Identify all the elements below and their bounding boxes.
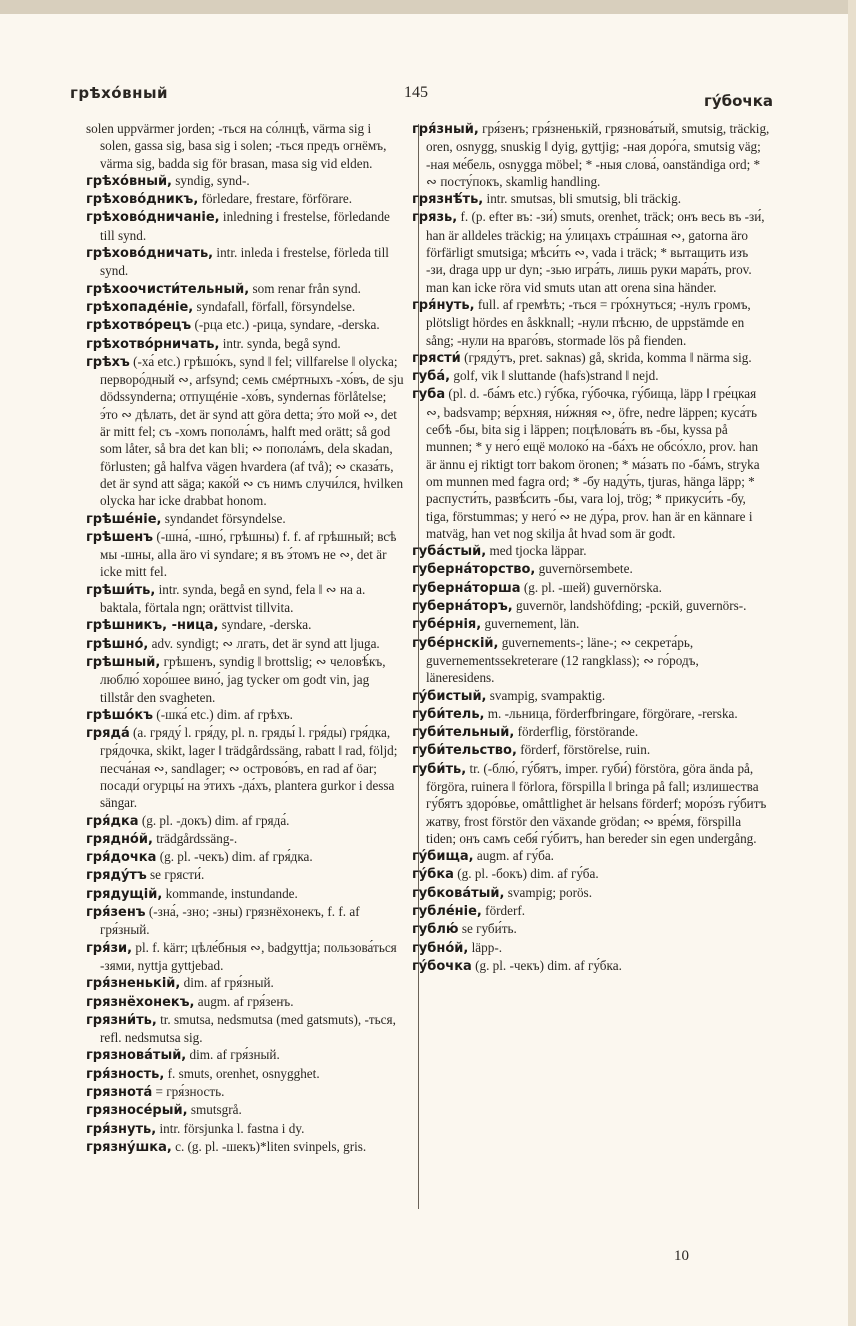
entry-definition: förledare, frestare, förförare. bbox=[201, 191, 353, 207]
dictionary-entry bbox=[86, 280, 404, 298]
entry-definition: (g. pl. -бокъ) dim. af гу́ба. bbox=[457, 866, 599, 882]
entry-definition: se грясти́. bbox=[150, 867, 205, 883]
headword: гря́зность, bbox=[86, 1066, 165, 1082]
dictionary-entry bbox=[86, 939, 404, 975]
headword: гря́знуть, bbox=[86, 1121, 157, 1137]
headword: грѣшенъ bbox=[86, 529, 154, 545]
headword: гряда́ bbox=[86, 726, 130, 742]
entry-definition: med tjocka läppar. bbox=[489, 543, 587, 559]
headword: грѣхотво́рничать, bbox=[86, 336, 220, 352]
running-head-left: грѣхо́вный bbox=[70, 84, 169, 102]
dictionary-entry bbox=[412, 884, 770, 902]
dictionary-entry bbox=[412, 723, 770, 741]
dictionary-entry bbox=[412, 760, 770, 847]
dictionary-entry bbox=[86, 724, 404, 811]
running-head-right: гу́бочка bbox=[704, 92, 773, 110]
entry-definition: гря́зенъ; гря́зненькій, грязнова́тый, smutsig, träckig, oren, osnygg, snuskig ‖ dyig, gyttjig; -ная доро́га, smutsig väg; -ная ме́бель, osnygga möbel; * -ныя слова́, oanständiga ord; * ∾ посту́покъ, skamlig handling. bbox=[426, 121, 770, 189]
entry-definition: tr. smutsa, nedsmutsa (med gatsmuts), -ться, refl. nedsmutsa sig. bbox=[100, 1011, 396, 1046]
dictionary-entry bbox=[86, 706, 404, 724]
dictionary-entry bbox=[86, 581, 404, 617]
headword: губле́ніе, bbox=[412, 904, 482, 920]
entry-definition: = гря́зность. bbox=[155, 1084, 225, 1100]
headword: гря́дка bbox=[86, 813, 139, 829]
headword: грязнова́тый, bbox=[86, 1048, 187, 1064]
entry-definition: intr. försjunka l. fastna i dy. bbox=[159, 1120, 305, 1136]
headword: грѣшный, bbox=[86, 654, 161, 670]
dictionary-entry bbox=[86, 885, 404, 903]
dictionary-entry bbox=[412, 579, 770, 597]
dictionary-entry bbox=[412, 597, 770, 615]
headword: грѣхово́дничаніе, bbox=[86, 210, 220, 226]
entry-definition: intr. synda, begå en synd, fela ‖ ∾ на а. baktala, förtala ngn; orättvist tillvita. bbox=[100, 581, 366, 616]
headword: грѣхо́вный, bbox=[86, 173, 172, 189]
headword: грѣши́ть, bbox=[86, 582, 156, 598]
entry-definition: (-шна́, -шно́, грѣшны) f. f. af грѣшный; всѣ мы -шны, alla äro vi syndare; я въ э́томъ не ∾, det är icke mitt fel. bbox=[100, 528, 397, 580]
dictionary-entry bbox=[86, 335, 404, 353]
dictionary-entry bbox=[412, 542, 770, 560]
headword: губерна́торъ, bbox=[412, 599, 513, 615]
entry-definition: läpp-. bbox=[471, 939, 503, 955]
headword: грязносе́рый, bbox=[86, 1103, 188, 1119]
headword: гу́бочка bbox=[412, 958, 472, 974]
headword: гряду́тъ bbox=[86, 868, 147, 884]
dictionary-entry bbox=[412, 920, 770, 938]
headword: губа́стый, bbox=[412, 544, 487, 560]
dictionary-entry bbox=[86, 316, 404, 334]
dictionary-entry bbox=[412, 705, 770, 723]
headword: гря́дочка bbox=[86, 850, 157, 866]
entry-definition: guvernement, län. bbox=[484, 616, 580, 632]
dictionary-entry bbox=[412, 349, 770, 367]
dictionary-entry bbox=[86, 510, 404, 528]
dictionary-entry bbox=[86, 244, 404, 280]
entry-definition: se губи́ть. bbox=[461, 921, 517, 937]
dictionary-entry bbox=[86, 635, 404, 653]
entry-definition: intr. smutsas, bli smutsig, bli träckig. bbox=[486, 191, 682, 207]
entry-definition: f. (p. efter въ: -зи́) smuts, orenhet, träck; онъ весь въ -зи́, han är alldeles träckig; на у́лицахъ стра́шная ∾, gatorna äro förfärligt smutsiga; мѣси́ть ∾, vada i träck; * вытащить изъ -зи, draga upp ur dyn; -зью игра́ть, лишь руки мара́ть, prov. man kan icke röra vid smuts utan att orena sina händer. bbox=[426, 209, 765, 295]
right-column bbox=[412, 120, 770, 975]
dictionary-entry bbox=[86, 866, 404, 884]
headword: гря́зный, bbox=[412, 122, 479, 137]
dictionary-entry bbox=[412, 385, 770, 542]
entry-definition: dim. af гря́зный. bbox=[189, 1047, 280, 1063]
dictionary-entry bbox=[412, 957, 770, 975]
dictionary-entry bbox=[86, 830, 404, 848]
entry-definition: f. smuts, orenhet, osnygghet. bbox=[167, 1065, 320, 1081]
entry-definition: svampig; porös. bbox=[507, 884, 592, 900]
dictionary-entry bbox=[86, 120, 404, 172]
headword: губерна́торство, bbox=[412, 562, 536, 578]
entry-definition: tr. (-блю́, гу́бятъ, imper. губи́) förstöra, göra ända på, förgöra, ruinera ‖ förlora, förspilla ‖ bringa på fall; излишества гу́бятъ здоро́вье, omåttlighet är helsans förderf; моро́зъ гу́битъ жатву, frost förstör den växande grödan; ∾ вре́мя, förspilla tiden; онъ самъ себя́ гу́битъ, han bereder sin egen undergång. bbox=[426, 760, 767, 846]
entry-definition: syndare, -derska. bbox=[221, 617, 312, 633]
entry-definition: (g. pl. -докъ) dim. af гряда́. bbox=[141, 812, 290, 828]
dictionary-entry bbox=[86, 353, 404, 510]
dictionary-entry bbox=[86, 208, 404, 244]
headword: губерна́торша bbox=[412, 580, 521, 596]
dictionary-entry bbox=[412, 741, 770, 759]
dictionary-entry bbox=[86, 812, 404, 830]
headword: грязь, bbox=[412, 210, 458, 226]
dictionary-entry bbox=[86, 653, 404, 706]
entry-definition: (a. гряду́ l. гря́ду, pl. n. гряды́ l. гря́ды) гря́дка, гря́дочка, skikt, lager ‖ trädgårdssäng, rabatt ‖ rad, följd; песча́ная ∾, sandlager; ∾ острово́въ, en rad af öar; посади́ огурцы́ на э́тихъ -да́хъ, plantera gurkor i dessa sängar. bbox=[100, 725, 398, 811]
entry-definition: solen uppvärmer jorden; -ться на со́лнцѣ, värma sig i solen, gassa sig, basa sig i solen; -ться предъ огнёмъ, värma sig, badda sig för brasan, masa sig vid elden. bbox=[86, 121, 387, 171]
headword: грязнёхонекъ, bbox=[86, 994, 195, 1010]
dictionary-entry bbox=[86, 172, 404, 190]
entry-definition: pl. f. kärr; цѣле́бныя ∾, badgyttja; пользова́ться -зями, nyttja gyttjebad. bbox=[100, 939, 397, 973]
entry-definition: c. (g. pl. -шекъ)*liten svinpels, gris. bbox=[175, 1138, 367, 1154]
entry-definition: intr. inleda i frestelse, förleda till synd. bbox=[100, 245, 389, 279]
headword: грѣшникъ, -ница, bbox=[86, 618, 219, 634]
dictionary-entry bbox=[412, 208, 770, 295]
dictionary-entry bbox=[412, 120, 770, 190]
dictionary-entry bbox=[86, 1011, 404, 1047]
headword: грѣхопаде́ніе, bbox=[86, 299, 194, 315]
dictionary-entry bbox=[412, 367, 770, 385]
headword: грясти́ bbox=[412, 350, 461, 366]
entry-definition: (-зна́, -зно; -зны) грязнёхонекъ, f. f. af гря́зный. bbox=[100, 904, 360, 938]
entry-definition: guvernements-; läne-; ∾ секрета́рь, guvernementssekreterare (12 rangklass); ∾ го́родъ, läneresidens. bbox=[426, 634, 699, 686]
headword: грязнѣ́ть, bbox=[412, 192, 484, 208]
headword: грѣше́ніе, bbox=[86, 511, 162, 527]
dictionary-entry bbox=[86, 298, 404, 316]
entry-definition: грѣшенъ, syndig ‖ brottslig; ∾ человѣ́къ, люблю́ хоро́шее вино́, jag tycker om godt vin, jag tillstår den svagheten. bbox=[100, 653, 386, 705]
entry-definition: intr. synda, begå synd. bbox=[222, 335, 341, 351]
entry-definition: guvernör, landshöfding; -рскій, guvernörs-. bbox=[516, 598, 747, 614]
headword: грядно́й, bbox=[86, 831, 153, 847]
headword: губи́ть, bbox=[412, 761, 467, 777]
dictionary-entry bbox=[86, 1065, 404, 1083]
entry-definition: syndandet försyndelse. bbox=[164, 510, 286, 526]
dictionary-entry bbox=[412, 560, 770, 578]
top-edge-strip bbox=[0, 0, 856, 14]
entry-definition: trädgårdssäng-. bbox=[156, 830, 238, 846]
entry-definition: förderflig, förstörande. bbox=[517, 724, 639, 740]
dictionary-entry bbox=[86, 1138, 404, 1156]
dictionary-entry bbox=[86, 1120, 404, 1138]
entry-definition: m. -льница, förderfbringare, förgörare, -rerska. bbox=[487, 705, 738, 721]
headword: губе́рнскій, bbox=[412, 635, 499, 651]
dictionary-entry bbox=[86, 848, 404, 866]
headword: губи́тельный, bbox=[412, 725, 515, 741]
dictionary-entry bbox=[412, 687, 770, 705]
dictionary-entry bbox=[412, 634, 770, 687]
entry-definition: (гряду́тъ, pret. saknas) gå, skrida, komma ‖ närma sig. bbox=[464, 349, 752, 365]
dictionary-entry bbox=[412, 190, 770, 208]
entry-definition: adv. syndigt; ∾ лгать, det är synd att ljuga. bbox=[151, 635, 380, 651]
headword: гря́зи, bbox=[86, 940, 133, 956]
headword: грязни́ть, bbox=[86, 1012, 157, 1028]
entry-definition: (g. pl. -шей) guvernörska. bbox=[523, 579, 662, 595]
headword: грязну́шка, bbox=[86, 1139, 172, 1155]
headword: грѣхово́дникъ, bbox=[86, 192, 199, 208]
right-edge-strip bbox=[848, 0, 856, 1326]
headword: гря́нуть, bbox=[412, 297, 475, 313]
dictionary-entry bbox=[412, 902, 770, 920]
entry-definition: kommande, instundande. bbox=[165, 885, 298, 901]
headword: гу́бка bbox=[412, 867, 454, 883]
entry-definition: (-рца etc.) -рица, syndare, -derska. bbox=[194, 317, 380, 333]
dictionary-entry bbox=[86, 903, 404, 939]
entry-definition: dim. af гря́зный. bbox=[183, 975, 274, 991]
entry-definition: som renar från synd. bbox=[252, 280, 361, 296]
entry-definition: (-шка́ etc.) dim. af грѣхъ. bbox=[156, 706, 293, 722]
entry-definition: golf, vik ‖ sluttande (hafs)strand ‖ nejd. bbox=[453, 368, 659, 384]
dictionary-entry bbox=[412, 939, 770, 957]
headword: губа bbox=[412, 387, 446, 403]
entry-definition: syndig, synd-. bbox=[175, 172, 250, 188]
headword: грѣхотво́рецъ bbox=[86, 318, 192, 334]
dictionary-entry bbox=[86, 616, 404, 634]
page-number: 145 bbox=[404, 84, 428, 101]
headword: грѣхово́дничать, bbox=[86, 246, 214, 262]
headword: грѣхоочисти́тельный, bbox=[86, 281, 250, 297]
headword: гу́бища, bbox=[412, 849, 474, 865]
headword: гря́зненькій, bbox=[86, 976, 181, 992]
dictionary-entry bbox=[412, 296, 770, 349]
entry-definition: guvernörsembete. bbox=[538, 561, 633, 577]
entry-definition: svampig, svampaktig. bbox=[489, 687, 606, 703]
dictionary-entry bbox=[412, 615, 770, 633]
headword: губи́тель, bbox=[412, 706, 485, 722]
headword: грядущій, bbox=[86, 886, 163, 902]
dictionary-entry bbox=[412, 865, 770, 883]
headword: губи́тельство, bbox=[412, 743, 517, 759]
headword: губно́й, bbox=[412, 940, 469, 956]
dictionary-entry bbox=[86, 1101, 404, 1119]
headword: гублю́ bbox=[412, 922, 459, 938]
entry-definition: förderf, förstörelse, ruin. bbox=[520, 742, 651, 758]
entry-definition: smutsgrå. bbox=[190, 1102, 242, 1118]
headword: губкова́тый, bbox=[412, 885, 505, 901]
dictionary-entry bbox=[412, 847, 770, 865]
headword: губа́, bbox=[412, 369, 451, 385]
dictionary-entry bbox=[86, 974, 404, 992]
dictionary-entry bbox=[86, 528, 404, 581]
entry-definition: (g. pl. -чекъ) dim. af гря́дка. bbox=[159, 849, 313, 865]
headword: грѣшо́къ bbox=[86, 707, 153, 723]
headword: губе́рнія, bbox=[412, 617, 482, 633]
entry-definition: inledning i frestelse, förledande till synd. bbox=[100, 209, 390, 243]
entry-definition: förderf. bbox=[485, 903, 526, 919]
left-column bbox=[86, 120, 404, 1156]
entry-definition: (pl. d. -ба́мъ etc.) гу́бка, гу́бочка, гу́бища, läpp ‖ гре́цкая ∾, badsvamp; ве́рхняя, ни́жняя ∾, öfre, nedre läppen; куса́ть себѣ -бы, bita sig i läppen; поцѣлова́ть въ -бы, kyssa på munnen; * у него́ ещё молоко́ на -ба́хъ не обсо́хло, prov. han är ännu ej riktigt torr bakom öronen; * ма́зать по -ба́мъ, stryka om munnen med fagra ord; * -бу наду́ть, tjuras, hänga läpp; * распусти́ть, развѣ́сить -бы, vara loj, trög; * прикуси́ть -бу, tiga, förstummas; у него́ ∾ не ду́ра, prov. han är en kännare i matväg, han vet nog skilja åt hvad som är godt. bbox=[426, 386, 760, 541]
headword: гу́бистый, bbox=[412, 688, 487, 704]
dictionary-entry bbox=[86, 190, 404, 208]
entry-definition: augm. af гу́ба. bbox=[476, 848, 554, 864]
entry-definition: syndafall, förfall, försyndelse. bbox=[196, 298, 356, 314]
headword: грѣшно́, bbox=[86, 636, 149, 652]
entry-definition: augm. af гря́зенъ. bbox=[197, 993, 294, 1009]
entry-definition: full. af гремѣть; -ться = гро́хнуться; -нулъ громъ, plötsligt hördes en åskknall; -нули пѣсню, de uppstämde en sång; -нули на враго́въ, stormade lös på fienden. bbox=[426, 296, 751, 348]
entry-definition: (g. pl. -чекъ) dim. af гу́бка. bbox=[475, 957, 622, 973]
dictionary-entry bbox=[86, 1046, 404, 1064]
headword: грѣхъ bbox=[86, 354, 130, 370]
dictionary-entry bbox=[86, 993, 404, 1011]
headword: гря́зенъ bbox=[86, 905, 146, 921]
headword: грязнота́ bbox=[86, 1085, 153, 1101]
entry-definition: (-ха́ etc.) грѣшо́къ, synd ‖ fel; villfarelse ‖ olycka; первоpо́дный ∾, arfsynd; семь смéртныхъ -хо́въ, de sju dödssynderna; отпущéніе -хо́въ, syndernas förlåtelse; э́то ∾ дѣлать, det är synd att göra detta; э́то мой ∾, det är mitt fel; съ -хомъ попола́мъ, halft med orätt; så god som låter, så bra det kan bli; ∾ попола́мъ, dela skadan, förlusten; gå halfva vägen hvardera (af två); ∾ сказа́ть, det är synd att säga; како́й ∾ съ нимъ случи́лся, hvilken olycka har icke drabbat honom. bbox=[100, 353, 404, 509]
signature-mark: 10 bbox=[674, 1248, 689, 1264]
dictionary-entry bbox=[86, 1083, 404, 1101]
